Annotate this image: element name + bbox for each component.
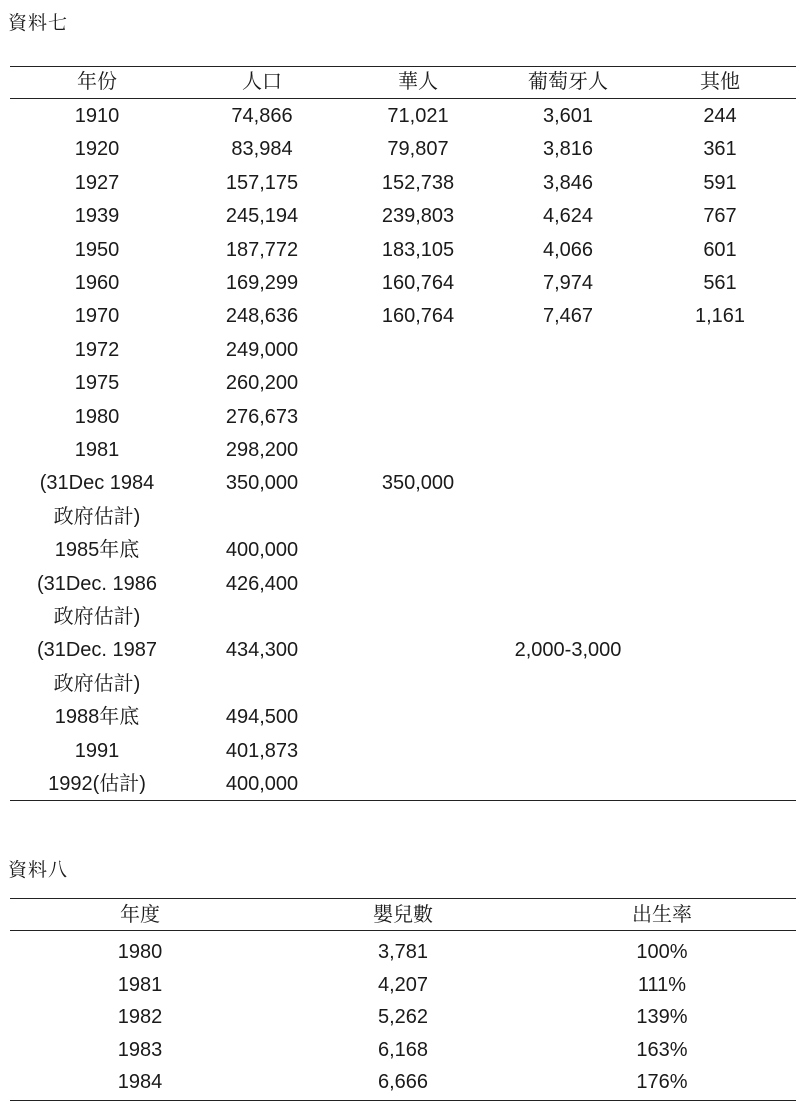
table8-cell: 5,262 [377,1006,429,1028]
table7-cell: 1985年底 [54,539,140,562]
table8-cell: 4,207 [377,973,429,996]
table8-cell: 1980 [117,941,163,963]
table8-header-cell: 年度 [120,904,160,926]
table7-cell: 591 [703,171,737,194]
table8-top-rule [10,898,796,899]
table7-header-rule [10,98,796,99]
table8-bottom-rule [10,1100,796,1101]
table7-cell: 244 [703,105,737,127]
table7-cell: 157,175 [225,171,299,194]
table8-cell: 176% [636,1071,688,1093]
table7-cell: 160,764 [381,272,455,294]
table7-cell: 561 [703,272,737,294]
table7-cell: 1988年底 [54,706,140,729]
table7-cell: 3,846 [542,171,594,194]
table7-cell: 248,636 [225,305,299,328]
table7-header-cell: 其他 [700,71,740,93]
table7-cell: 183,105 [381,238,455,261]
table7-cell: 1991 [74,739,120,762]
table7-cell: (31Dec. 1987 [36,639,158,662]
table7-cell: 298,200 [225,439,299,461]
table7-cell: 政府估計) [53,505,141,528]
table7-cell: 426,400 [225,572,299,595]
table7-top-rule [10,66,796,67]
table8-cell: 139% [636,1006,688,1028]
table7-cell: (31Dec 1984 [39,472,155,495]
table7-cell: 7,467 [542,305,594,328]
table7-cell: 160,764 [381,305,455,328]
table7-cell: 245,194 [225,205,299,228]
table7-cell: 政府估計) [53,672,141,695]
table8-cell: 6,666 [377,1071,429,1093]
table7-cell: 767 [703,205,737,228]
table8-cell: 1984 [117,1071,163,1093]
table7-header-cell: 葡萄牙人 [528,71,608,93]
table7-cell: 1910 [74,105,120,127]
table7-cell: 400,000 [225,539,299,562]
table7-cell: 74,866 [231,105,293,127]
table7-cell: 1950 [74,238,120,261]
table7-cell: 3,816 [542,138,594,161]
table8-caption: 資料八 [8,860,69,881]
table7-cell: 4,066 [542,238,594,261]
table8-header-cell: 出生率 [632,904,692,926]
table7-cell: 1975 [74,372,120,395]
table7-cell: 152,738 [381,171,455,194]
table7-header-cell: 人口 [242,71,282,93]
table8-header-rule [10,930,796,931]
table8-cell: 163% [636,1038,688,1061]
table7-cell: 2,000-3,000 [514,639,622,662]
table7-cell: 83,984 [231,138,293,161]
table7-cell: 4,624 [542,205,594,228]
table8-cell: 1981 [117,973,163,996]
table8-cell: 3,781 [377,941,429,963]
table7-cell: 249,000 [225,338,299,361]
table7-cell: 政府估計) [53,606,141,628]
table8-cell: 1983 [117,1038,163,1061]
table7-cell: 350,000 [225,472,299,495]
table7-cell: 276,673 [225,405,299,428]
table7-cell: 601 [703,238,737,261]
table7-cell: 79,807 [387,138,449,161]
table7-cell: 1927 [74,171,120,194]
table7-cell: 494,500 [225,706,299,729]
table7-cell: 169,299 [225,272,299,294]
table7-cell: 187,772 [225,238,299,261]
table7-cell: 400,000 [225,773,299,795]
table7-cell: 1960 [74,272,120,294]
table8-cell: 111% [637,973,687,996]
table7-cell: 1920 [74,138,120,161]
table7-cell: 260,200 [225,372,299,395]
table8-cell: 100% [636,941,688,963]
table7-cell: (31Dec. 1986 [36,572,158,595]
table7-cell: 3,601 [542,105,594,127]
table7-cell: 1972 [74,338,120,361]
table7-cell: 1980 [74,405,120,428]
table7-cell: 1970 [74,305,120,328]
table7-caption: 資料七 [8,13,69,34]
table8-cell: 6,168 [377,1038,429,1061]
table8-header-cell: 嬰兒數 [373,904,433,926]
table7-header-cell: 年份 [77,71,117,93]
table7-cell: 71,021 [387,105,449,127]
table7-cell: 1981 [74,439,120,461]
table7-cell: 1992(估計) [48,773,146,795]
table7-cell: 239,803 [381,205,455,228]
table7-cell: 350,000 [381,472,455,495]
table7-bottom-rule [10,800,796,801]
table7-cell: 434,300 [225,639,299,662]
table7-cell: 7,974 [542,272,594,294]
table7-header-cell: 華人 [398,71,438,93]
table8-cell: 1982 [117,1006,163,1028]
table7-cell: 361 [703,138,737,161]
table7-cell: 1939 [74,205,120,228]
table7-cell: 401,873 [225,739,299,762]
table7-cell: 1,161 [694,305,746,328]
